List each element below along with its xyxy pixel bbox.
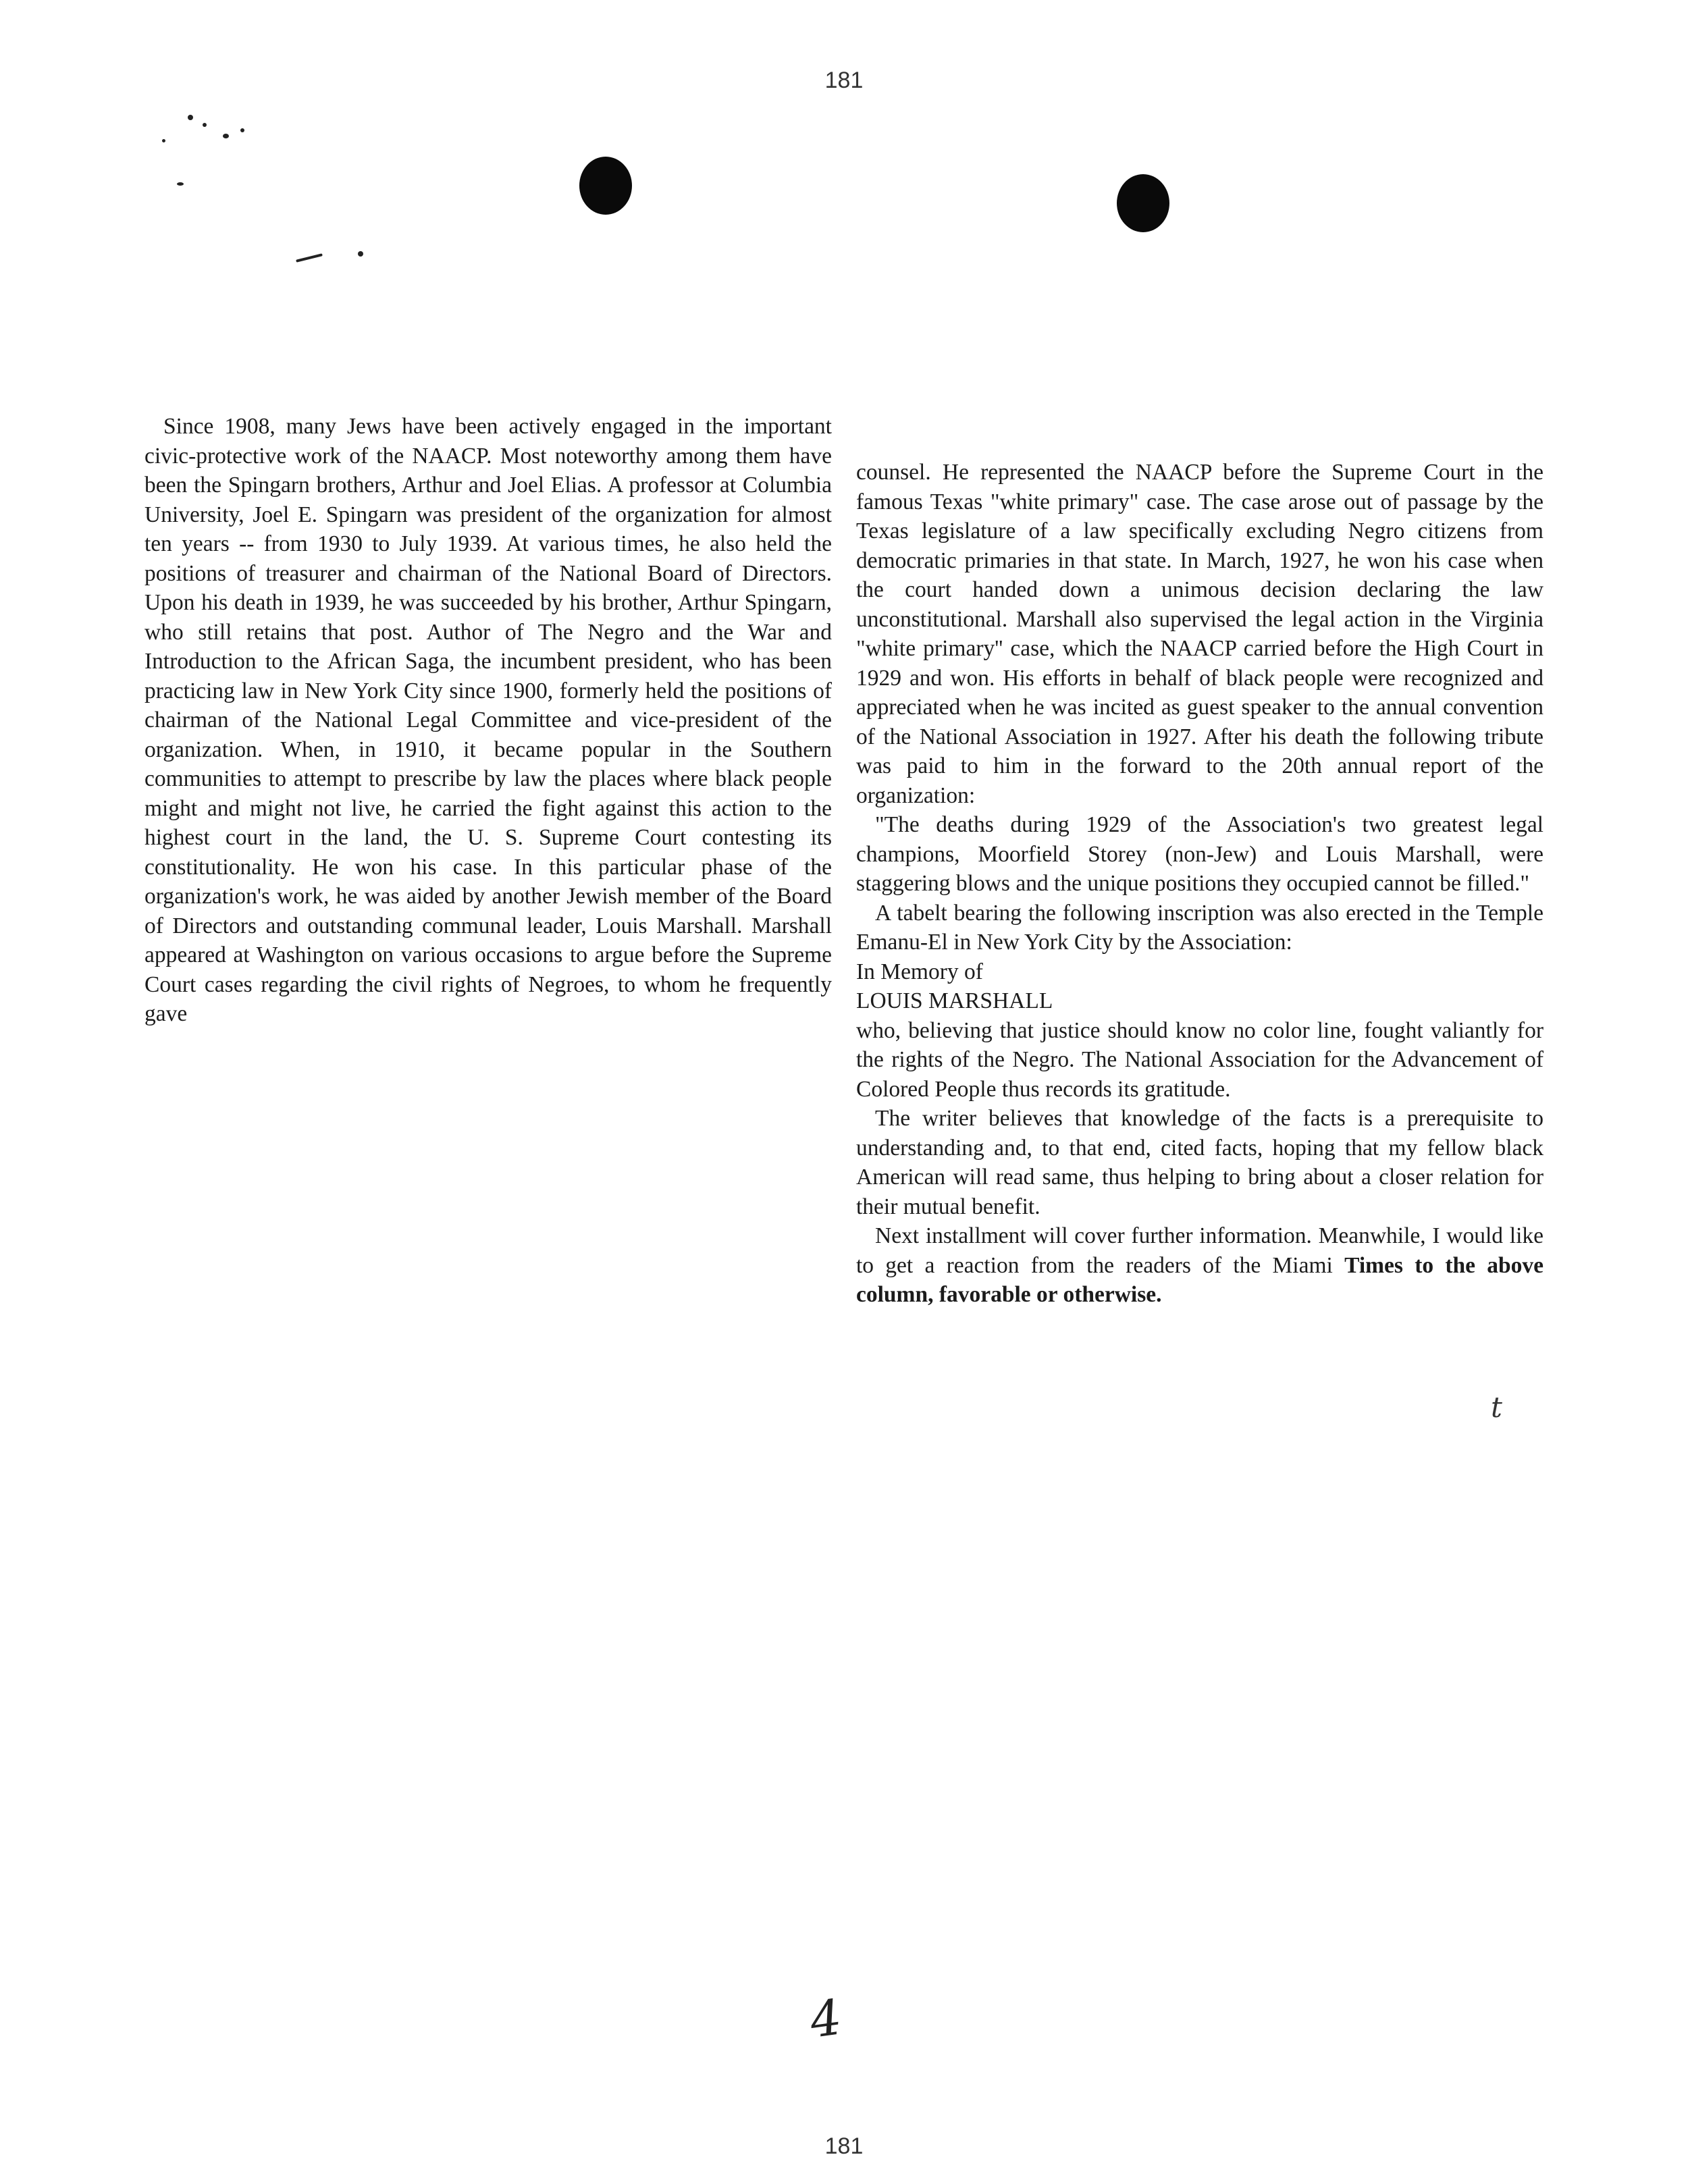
- closing-note-tail: Times to the above column, favorable or otherwise.: [856, 1252, 1544, 1307]
- page-number-top: 181: [824, 68, 864, 93]
- inscription-name: LOUIS MARSHALL: [856, 988, 1053, 1013]
- page-number-bottom: 181: [824, 2133, 864, 2159]
- scan-speck: [223, 134, 229, 138]
- closing-note-text: Next installment will cover further information. Meanwhile, I would like to get a reaction from the readers of the Miami: [856, 1223, 1544, 1278]
- scan-speck: [358, 251, 363, 257]
- quoted-tribute: "The deaths during 1929 of the Association's two greatest legal champions, Moorfield Storey (non-Jew) and Louis Marshall, were staggering blows and the unique positions they occupied cannot be filled.": [856, 812, 1544, 896]
- scan-speck: [177, 182, 184, 186]
- scan-speck: [240, 128, 244, 132]
- right-column-paragraph: counsel. He represented the NAACP before the Supreme Court in the famous Texas "white primary" case. The case arose out of passage by the Texas legislature of a law specifically excluding Negro citizens from democratic primaries in that state. In March, 1927, he won his case when the court handed down a unimous decision declaring the law unconstitutional. Marshall also supervised the legal action in the Virginia "white primary'' case, which the NAACP carried before the High Court in 1929 and won. His efforts in behalf of black people were recognized and appreciated when he was incited as guest speaker to the annual convention of the National Association in 1927. After his death the following tribute was paid to him in the forward to the 20th annual report of the organization:: [856, 460, 1544, 808]
- left-column-paragraph: Since 1908, many Jews have been actively engaged in the important civic-protective work of the NAACP. Most noteworthy among them have been the Spingarn brothers, Arthur and Joel Elias. A professor at Columbia University, Joel E. Spingarn was president of the organization for almost ten years -- from 1930 to July 1939. At various times, he also held the positions of treasurer and chairman of the National Board of Directors. Upon his death in 1939, he was succeeded by his brother, Arthur Spingarn, who still retains that post. Author of The Negro and the War and Introduction to the African Saga, the incumbent president, who has been practicing law in New York City since 1900, formerly held the positions of chairman of the National Legal Committee and vice-president of the organization. When, in 1910, it became popular in the Southern communities to attempt to prescribe by law the places where black people might and might not live, he carried the fight against this action to the highest court in the land, the U. S. Supreme Court contesting its constitutionality. He won his case. In this particular phase of the organization's work, he was aided by another Jewish member of the Board of Directors and outstanding communal leader, Louis Marshall. Marshall appeared at Washington on various occasions to argue before the Supreme Court cases regarding the civil rights of Negroes, to whom he frequently gave: [144, 414, 832, 1026]
- writer-note: The writer believes that knowledge of the facts is a prerequisite to understanding and, to that end, cited facts, hoping that my fellow black American will read same, thus helping to bring about a closer relation for their mutual benefit.: [856, 1106, 1544, 1219]
- left-column: [144, 412, 832, 1029]
- inscription-intro: A tabelt bearing the following inscription was also erected in the Temple Emanu-El in New York City by the Association:: [856, 900, 1544, 955]
- punch-hole-left: [579, 157, 632, 215]
- inscription-body: who, believing that justice should know no color line, fought valiantly for the rights of the Negro. The National Association for the Advancement of Colored People thus records its gratitude.: [856, 1017, 1544, 1102]
- right-column: [856, 458, 1544, 1310]
- handwritten-page-mark: 4: [806, 1988, 845, 2049]
- scan-speck: [188, 115, 193, 120]
- corner-mark: t: [1491, 1391, 1502, 1424]
- inscription-line: In Memory of: [856, 959, 983, 984]
- scan-speck: [162, 139, 165, 142]
- punch-hole-right: [1117, 174, 1169, 232]
- scan-speck: [296, 253, 323, 263]
- scan-speck: [203, 123, 207, 127]
- closing-note: [856, 1221, 1544, 1310]
